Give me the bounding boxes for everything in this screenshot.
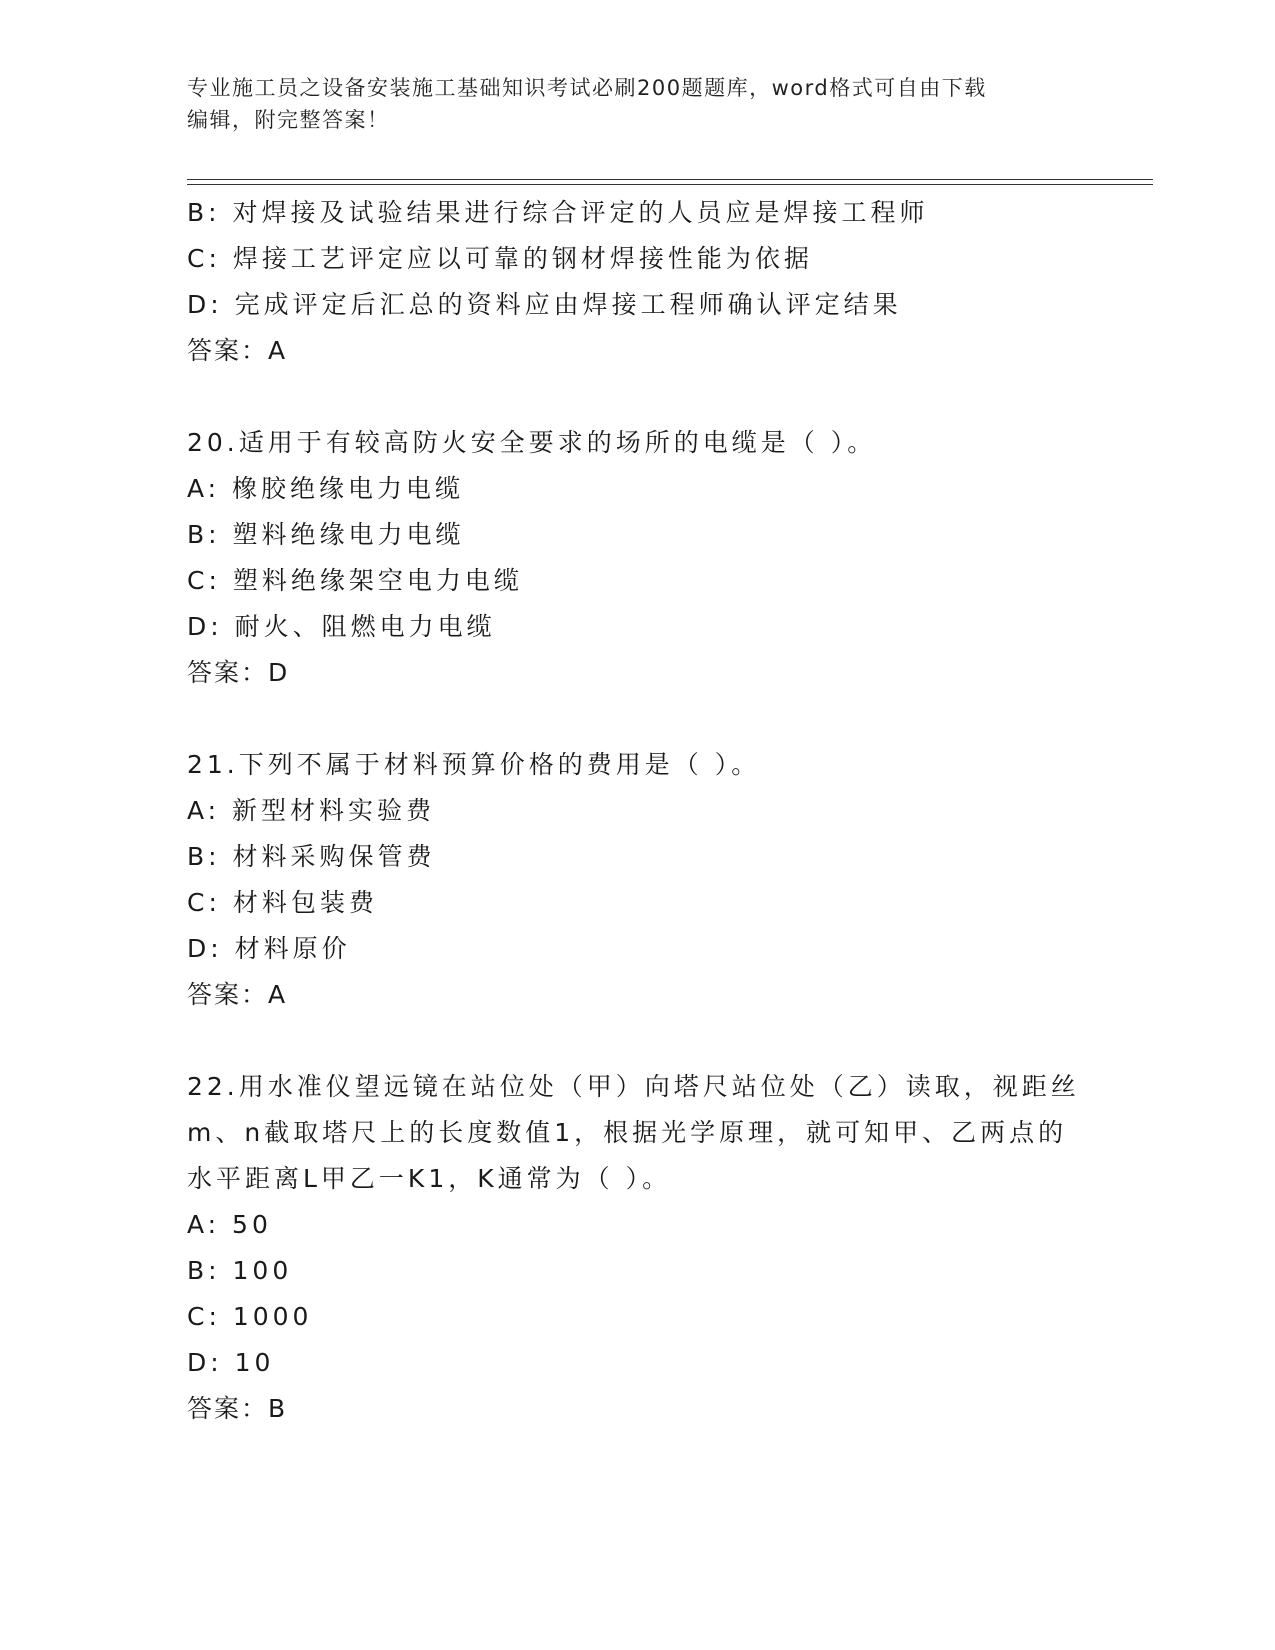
option-b: B: 100 [187, 1256, 293, 1285]
answer-label: 答案：D [187, 658, 290, 687]
question-20 [187, 420, 1087, 696]
question-stem: 21.下列不属于材料预算价格的费用是（ ）。 [187, 750, 761, 779]
question-list [187, 190, 1087, 1432]
header-title-line-1: 专业施工员之设备安装施工基础知识考试必刷200题题库，word格式可自由下载 [187, 76, 987, 100]
question-21 [187, 742, 1087, 1018]
answer-label: 答案：A [187, 980, 288, 1009]
header-divider-top [187, 179, 1153, 180]
option-c: C: 材料包装费 [187, 888, 378, 917]
answer-label: 答案：B [187, 1394, 288, 1423]
option-a: A: 新型材料实验费 [187, 796, 436, 825]
option-b: B: 材料采购保管费 [187, 842, 436, 871]
document-header [187, 72, 1077, 136]
spacer [187, 1018, 1087, 1064]
question-stem: 20.适用于有较高防火安全要求的场所的电缆是（ ）。 [187, 428, 877, 457]
spacer [187, 696, 1087, 742]
option-c: C: 焊接工艺评定应以可靠的钢材焊接性能为依据 [187, 244, 813, 273]
option-d: D: 完成评定后汇总的资料应由焊接工程师确认评定结果 [187, 290, 902, 319]
option-d: D: 材料原价 [187, 934, 351, 963]
option-c: C: 塑料绝缘架空电力电缆 [187, 566, 523, 595]
option-b: B: 对焊接及试验结果进行综合评定的人员应是焊接工程师 [187, 198, 929, 227]
question-stem-line-3: 水平距离L甲乙一K1，K通常为（ ）。 [187, 1164, 672, 1193]
option-d: D: 10 [187, 1348, 275, 1377]
header-title-line-2: 编辑，附完整答案！ [187, 108, 390, 132]
option-d: D: 耐火、阻燃电力电缆 [187, 612, 496, 641]
question-stem-line-2: m、n截取塔尺上的长度数值1，根据光学原理，就可知甲、乙两点的 [187, 1118, 1068, 1147]
option-c: C: 1000 [187, 1302, 313, 1331]
option-a: A: 50 [187, 1210, 272, 1239]
question-19-continuation [187, 190, 1087, 374]
option-b: B: 塑料绝缘电力电缆 [187, 520, 465, 549]
question-stem-line-1: 22.用水准仪望远镜在站位处（甲）向塔尺站位处（乙）读取，视距丝 [187, 1072, 1080, 1101]
option-a: A: 橡胶绝缘电力电缆 [187, 474, 465, 503]
question-22 [187, 1064, 1087, 1432]
answer-label: 答案：A [187, 336, 288, 365]
spacer [187, 374, 1087, 420]
header-divider-bottom [187, 184, 1153, 185]
